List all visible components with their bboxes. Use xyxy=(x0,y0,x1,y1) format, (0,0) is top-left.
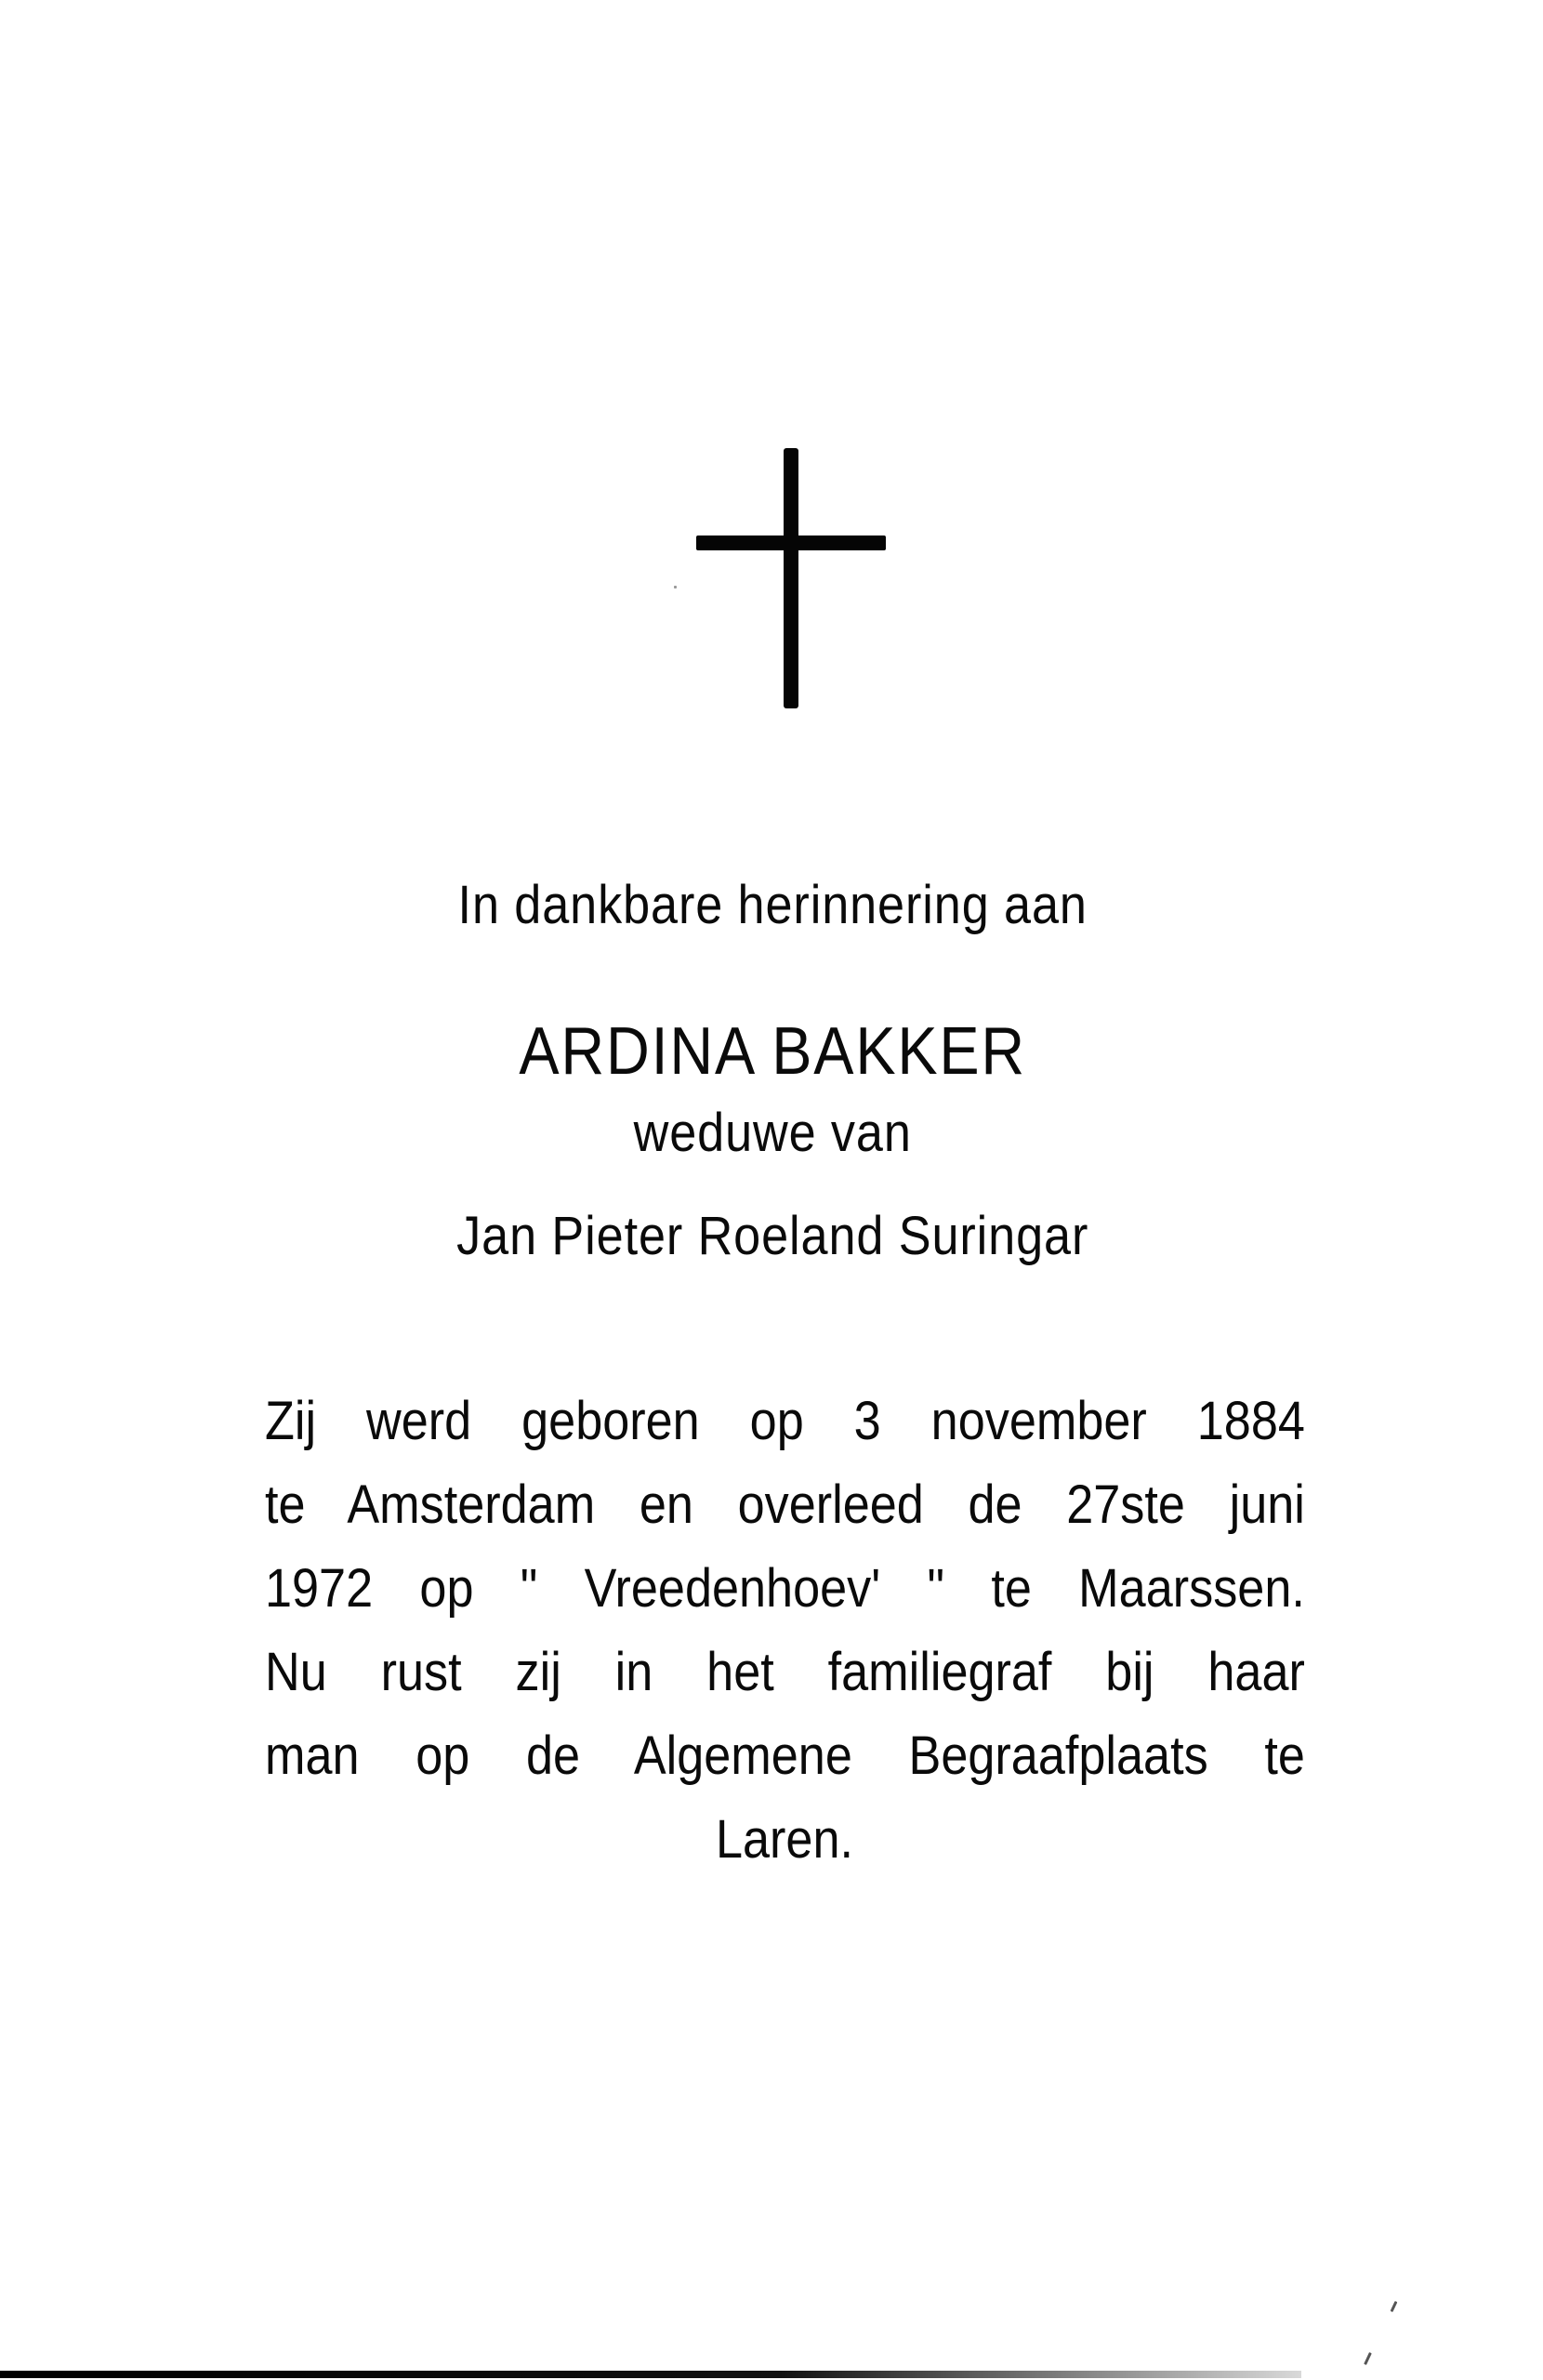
paragraph-line-final: Laren. xyxy=(715,1809,854,1870)
scan-speck xyxy=(1364,2352,1372,2365)
husband-name: Jan Pieter Roeland Suringar xyxy=(456,1206,1089,1266)
paragraph-line: te Amsterdam en overleed de 27ste juni xyxy=(265,1474,1305,1535)
relation-text: weduwe van xyxy=(633,1103,912,1163)
intro-text: In dankbare herinnering aan xyxy=(457,875,1088,935)
scan-edge-line xyxy=(0,2371,1301,2378)
cross-vertical-bar xyxy=(784,448,798,708)
paragraph-line: 1972 op " Vreedenhoev' " te Maarssen. xyxy=(265,1558,1305,1619)
paragraph-line: Nu rust zij in het familiegraf bij haar xyxy=(265,1642,1305,1702)
deceased-name: ARDINA BAKKER xyxy=(519,1014,1026,1089)
scan-speck xyxy=(1391,2301,1398,2312)
cross-horizontal-bar xyxy=(696,536,886,550)
paragraph-line: man op de Algemene Begraafplaats te xyxy=(265,1726,1305,1786)
biography-paragraph xyxy=(265,1380,1304,1882)
paragraph-line: Zij werd geboren op 3 november 1884 xyxy=(265,1391,1305,1451)
scan-speck xyxy=(674,586,677,588)
